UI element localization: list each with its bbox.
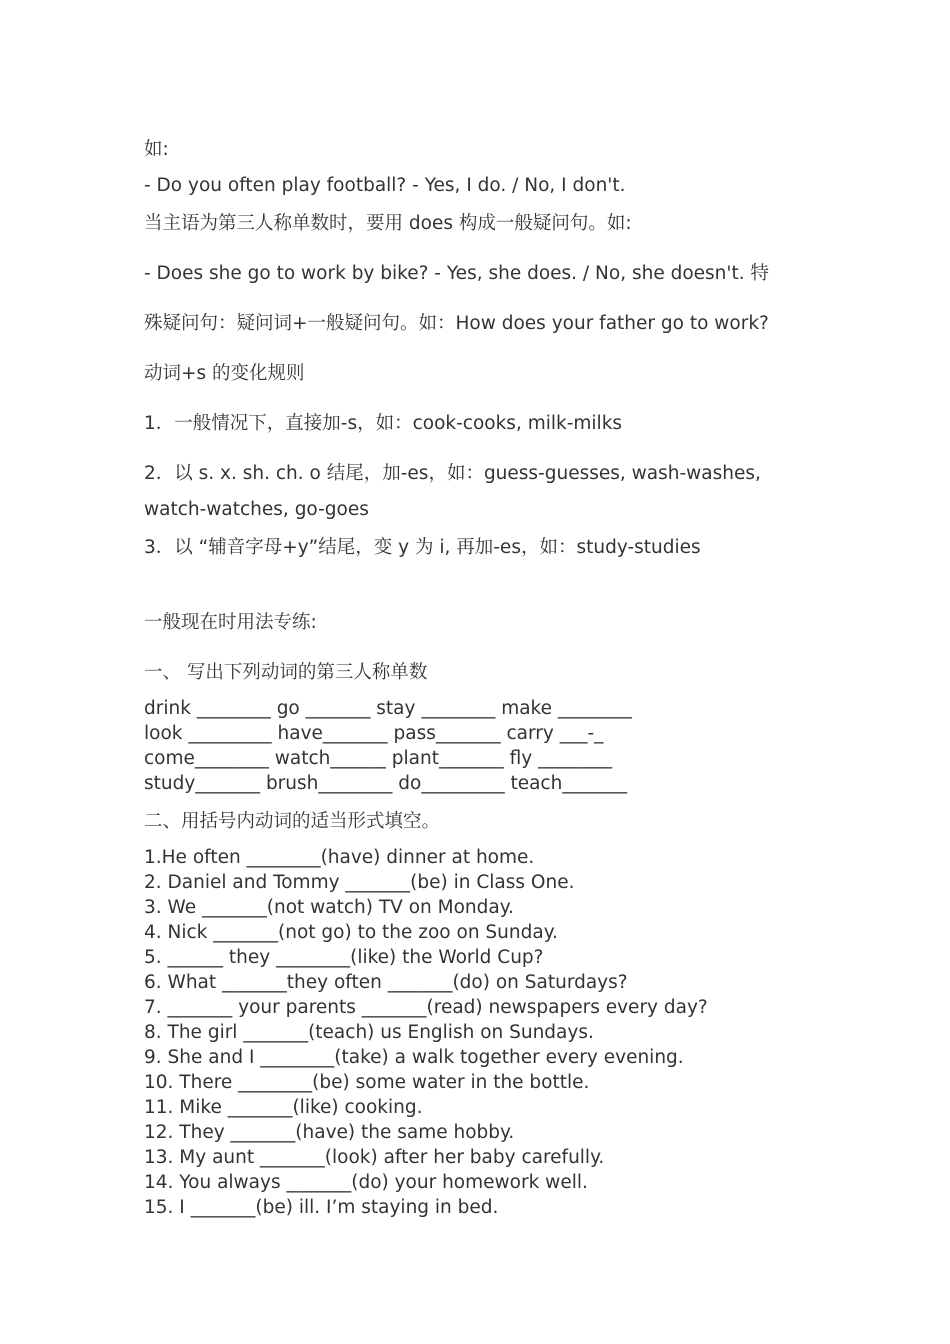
exercise-item: 13. My aunt _______(look) after her baby carefully. [144, 1147, 605, 1168]
exercise-item: 12. They _______(have) the same hobby. [144, 1122, 515, 1143]
rule-1: 1．一般情况下，直接加-s，如：cook-cooks, milk-milks [144, 413, 623, 434]
part1-title: 一、 写出下列动词的第三人称单数 [144, 662, 428, 683]
exercise-item: 14. You always _______(do) your homework well. [144, 1172, 588, 1193]
exercise-item: 10. There ________(be) some water in the bottle. [144, 1072, 590, 1093]
third-person-rule: 当主语为第三人称单数时，要用 does 构成一般疑问句。如: [144, 213, 632, 234]
example-sentence-1: - Do you often play football? - Yes, I do. / No, I don't. [144, 175, 626, 196]
verb-row: look _________ have_______ pass_______ carry ___-_ [144, 723, 604, 744]
exercise-item: 7. _______ your parents _______(read) newspapers every day? [144, 997, 708, 1018]
verb-row: come________ watch______ plant_______ fly ________ [144, 748, 613, 769]
exercise-item: 1.He often ________(have) dinner at home. [144, 847, 535, 868]
practice-heading: 一般现在时用法专练: [144, 612, 317, 633]
example-label: 如: [144, 139, 169, 160]
rule-2-line-1: 2．以 s. x. sh. ch. o 结尾，加-es，如：guess-guesses, wash-washes, [144, 463, 761, 484]
part2-title: 二、用括号内动词的适当形式填空。 [144, 811, 441, 832]
exercise-item: 8. The girl _______(teach) us English on Sundays. [144, 1022, 594, 1043]
exercise-item: 5. ______ they ________(like) the World Cup? [144, 947, 544, 968]
exercise-item: 9. She and I ________(take) a walk together every evening. [144, 1047, 684, 1068]
verb-row: drink ________ go _______ stay ________ make ________ [144, 698, 632, 719]
rules-heading: 动词+s 的变化规则 [144, 363, 305, 384]
exercise-item: 11. Mike _______(like) cooking. [144, 1097, 423, 1118]
exercise-item: 3. We _______(not watch) TV on Monday. [144, 897, 514, 918]
rule-3: 3．以 “辅音字母+y”结尾，变 y 为 i, 再加-es，如：study-studies [144, 537, 701, 558]
exercise-item: 15. I _______(be) ill. I’m staying in bed. [144, 1197, 499, 1218]
exercise-item: 6. What _______they often _______(do) on Saturdays? [144, 972, 628, 993]
example-sentence-2: - Does she go to work by bike? - Yes, she does. / No, she doesn't. 特 [144, 263, 769, 284]
special-question-rule: 殊疑问句：疑问词+一般疑问句。如：How does your father go to work? [144, 313, 769, 334]
exercise-item: 4. Nick _______(not go) to the zoo on Sunday. [144, 922, 558, 943]
exercise-item: 2. Daniel and Tommy _______(be) in Class One. [144, 872, 575, 893]
verb-row: study_______ brush________ do_________ teach_______ [144, 773, 628, 794]
rule-2-line-2: watch-watches, go-goes [144, 499, 369, 520]
